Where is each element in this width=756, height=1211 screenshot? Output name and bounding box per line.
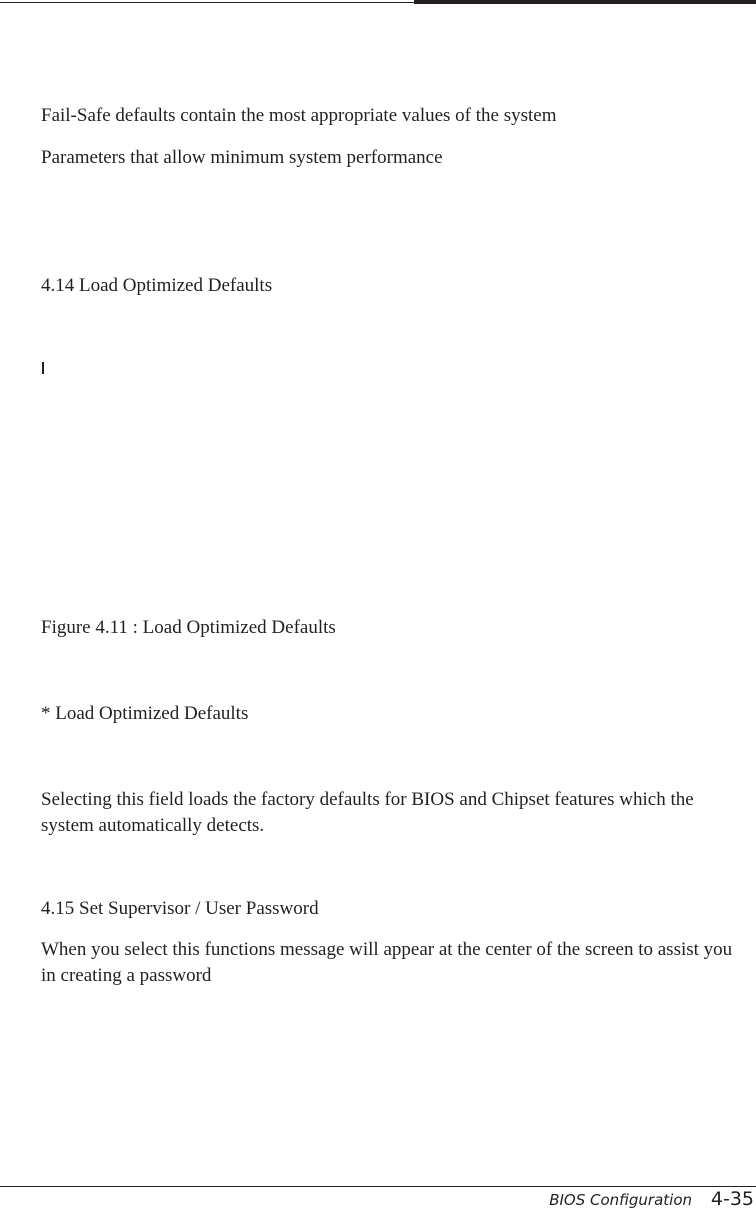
footer-title: BIOS Configuration xyxy=(549,1191,692,1209)
page-number: 4-35 xyxy=(710,1188,754,1210)
footer-rule xyxy=(0,1186,756,1187)
figure-caption: Figure 4.11 : Load Optimized Defaults xyxy=(41,617,336,638)
item-description: Selecting this field loads the factory defaults for BIOS and Chipset features which the system automatically detects. xyxy=(41,789,694,836)
failsafe-text-line-1: Fail-Safe defaults contain the most appropriate values of the system xyxy=(41,105,557,126)
section-heading-4-15: 4.15 Set Supervisor / User Password xyxy=(41,898,319,919)
header-rule-thick xyxy=(414,0,756,4)
section-4-15-text: When you select this functions message will appear at the center of the screen to assist you in creating a password xyxy=(41,939,733,986)
failsafe-text-line-2: Parameters that allow minimum system performance xyxy=(41,147,443,168)
header-rule-thin xyxy=(0,2,414,3)
section-heading-4-14: 4.14 Load Optimized Defaults xyxy=(41,275,273,296)
figure-placeholder-mark xyxy=(42,362,44,374)
item-heading: * Load Optimized Defaults xyxy=(41,703,249,724)
